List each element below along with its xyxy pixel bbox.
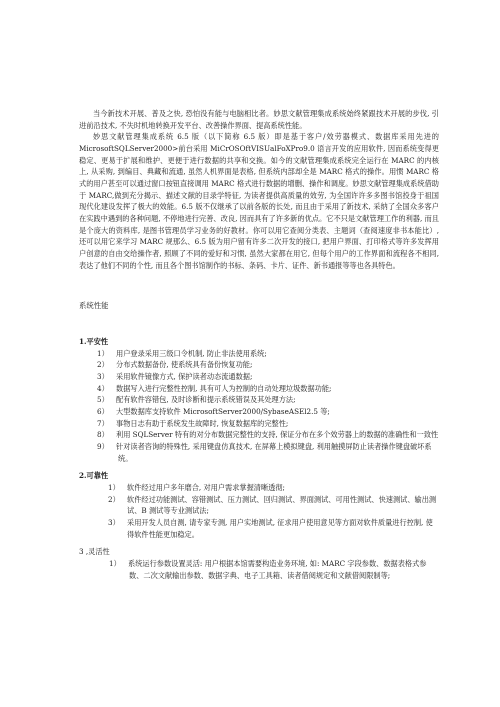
subsection-heading: 3 ,灵活性 [79, 547, 110, 557]
list-item-number: 8） [97, 430, 109, 440]
section-title: 系统性能 [79, 301, 109, 311]
list-item [79, 418, 439, 430]
list-item-number: 1） [108, 483, 120, 493]
intro-paragraph: 妙思文献管理集成系统 6.5 版（以下简称 6.5 版）即是基于客户/效劳器模式、数据库采用先进的 MicrosoftSQLServer2000>前台采用 MiCrOSOftVISUalFoXPro9.0 语言开发的应用软件, 因而系统变得更稳定、更易于扩展和维护、更便于进行数据的共享和交换。如今的文献管理集成系统完全运行在 MARC 的内核上, 从采购, 到编目、典藏和流通, 虽然人机界面是表格, 但系统内部却全是 MARC 格式的操作。用惯 MARC 格式的用户甚至可以通过窗口按钮直接调用 MARC 格式进行数据的增删、操作和调度。妙思文献管理集成系统借助于 MARC,做到充分揭示、描述文献的目录学特征, 为读者提供高质量的效劳, 为全国许许多多图书馆投身于祖国现代化建设发挥了极大的效能。6.5 版不仅继承了以前各版的长处, 而且由于采用了新技术, 采纳了全国众多客户在实践中遇到的各种问题, 不停地进行完善、改良, 因而具有了许多新的优点。它不只是文献管理工作的利器, 而且是个庞大的资料库, 是图书管理员学习业务的好教材。你可以用它查阅分类表、主题词（查阅速度非书本能比）, 还可以用它来学习 MARC 规那么、6.5 版为用户留有许多二次开发的接口, 把用户界面、打印格式等许多发挥用户创意的自由交给操作者, 照顾了不同的爱好和习惯, 虽然大家都在用它, 但每个用户的工作界面和流程各不相同, 表达了他们不同的个性, 而且各个图书馆制作的书标、条码、卡片、证件、新书通报等等也各具特色。 [79, 132, 439, 270]
list-item-text: 配有软件容错包, 及时诊断和提示系统错误及其处理方法; [116, 395, 296, 405]
list-item-number: 9） [97, 442, 109, 452]
list-item [79, 359, 439, 371]
list-item [79, 494, 439, 517]
list-item [79, 429, 439, 441]
list-item [79, 517, 439, 540]
list-item-text: 采用开发人员自测, 请专家专测, 用户实地测试, 征求用户使用意见等方面对软件质量进行控制, 使得软件性能更加稳定。 [127, 518, 433, 539]
list-item-text: 大型数据库支持软件 MicrosoftServer2000/SybaseASEl2.5 等; [116, 407, 330, 417]
list-item-number: 3） [97, 372, 109, 382]
list-item [79, 371, 439, 383]
list-item-number: 2） [108, 494, 120, 504]
list-item [79, 558, 439, 581]
list-item-text: 分布式数据备份, 使系统具有备份恢复功能; [116, 360, 253, 370]
list-item-text: 用户登录采用三级口令机制, 防止非法使用系统; [116, 348, 267, 358]
performance-sections [79, 336, 439, 581]
list-item-text: 系统运行参数设置灵活: 用户根据本馆需要构造业务环境, 如: MARC 字段参数、数据表格式参数、二次文献输出参数、数据字典、电子工具箱、读者借阅规定和文献借阅限制等; [128, 558, 427, 580]
list-item [79, 394, 439, 406]
list-item-number: 4） [97, 383, 109, 393]
list-item-number: 6） [97, 407, 109, 417]
list-item-text: 采用软件镜像方式, 保护读者动态流通数据; [116, 372, 253, 382]
list-item-number: 5） [97, 395, 109, 405]
list-item [79, 406, 439, 418]
subsection-list [79, 482, 439, 540]
subsection-list [79, 558, 439, 581]
list-item-number: 3） [108, 518, 120, 528]
list-item-number: 1） [97, 348, 109, 358]
list-item [79, 348, 439, 360]
intro-section [79, 108, 439, 271]
list-item-text: 事物日志有助于系统发生故障时, 恢复数据库的完整性; [116, 418, 289, 428]
list-item-text: 软件经过功能测试、容错测试、压力测试、回归测试、界面测试、可用性测试、快速测试、输出测试、B 测试等专业测试法; [127, 494, 437, 516]
subsection-heading: 2.可靠性 [79, 471, 109, 481]
intro-paragraph: 当今新技术开展、普及之快, 恐怕没有能与电脑相比者。妙思文献管理集成系统始终紧跟技术开展的步伐, 引进前沿技术, 不失时机地转换开发平台、改善操作界面、提高系统性能。 [79, 109, 439, 130]
subsection-heading: 1.平安性 [79, 337, 109, 347]
subsection-list [79, 348, 439, 465]
list-item [79, 482, 439, 494]
list-item-text: 数据写入进行完整性控制, 具有可人为控制的自动处理垃圾数据功能; [116, 383, 332, 393]
list-item-number: 7） [97, 418, 109, 428]
list-item-text: 针对读者咨询的特殊性, 采用键盘仿真技术, 在屏幕上模拟键盘, 利用触摸屏防止读者操作键盘破坏系统。 [116, 442, 432, 463]
list-item-number: 2） [97, 360, 109, 370]
list-item [79, 383, 439, 395]
list-item-number: 1） [109, 558, 121, 568]
list-item [79, 441, 439, 464]
list-item-text: 软件经过用户多年磨合, 对用户需求掌握清晰透彻; [127, 483, 285, 493]
list-item-text: 利用 SQLServer 特有的对分布数据完整性的支持, 保证分布在多个效劳器上的数据的准确性和一致性 [116, 430, 439, 440]
